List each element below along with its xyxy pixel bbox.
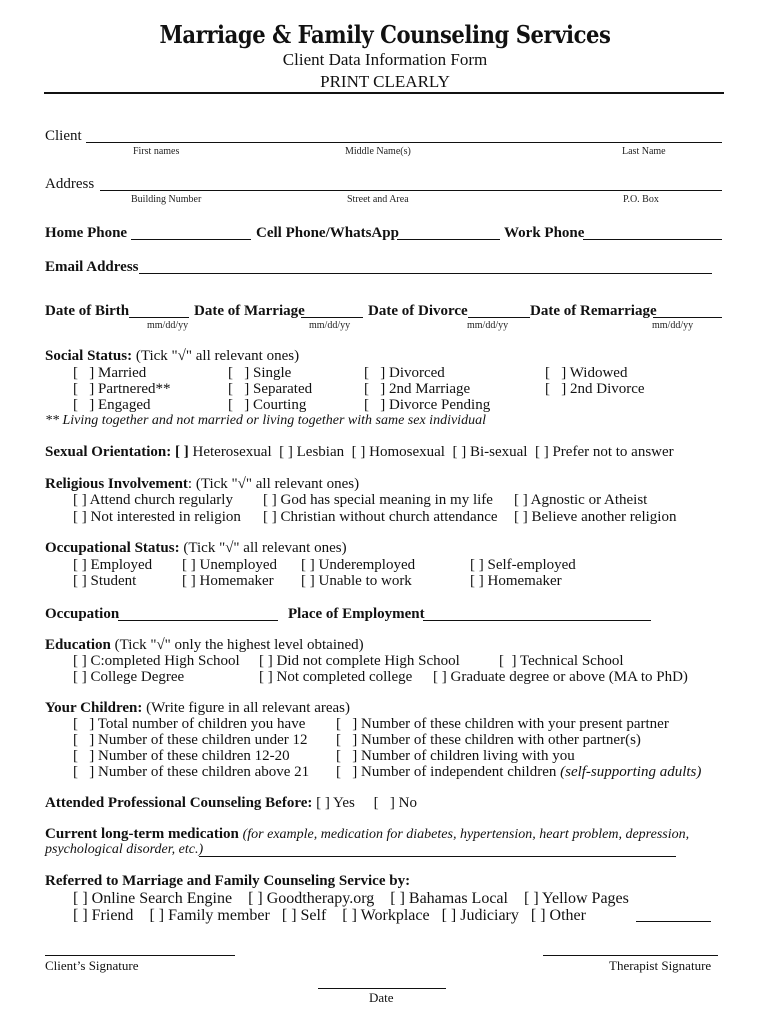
- dob-format: mm/dd/yy: [147, 320, 189, 331]
- social-divorce-pending-option[interactable]: [ ] Divorce Pending: [364, 397, 491, 413]
- sexual-homosexual-option[interactable]: [ ] Homosexual: [351, 444, 445, 460]
- children-total-field[interactable]: [ ] Total number of children you have: [73, 716, 306, 732]
- edu-college-option[interactable]: [ ] College Degree: [73, 669, 185, 685]
- form-title: Marriage & Family Counseling Services: [159, 20, 611, 49]
- remarriage-date-label: Date of Remarriage: [530, 303, 657, 319]
- children-under-12-field[interactable]: [ ] Number of these children under 12: [73, 732, 308, 748]
- edu-high-school-option[interactable]: [ ] C:ompleted High School: [73, 653, 240, 669]
- social-single-option[interactable]: [ ] Single: [228, 365, 292, 381]
- children-above-21-field[interactable]: [ ] Number of these children above 21: [73, 764, 310, 780]
- social-status-instruction: (Tick "√" all relevant ones): [135, 348, 300, 364]
- home-phone-label: Home Phone: [45, 225, 128, 241]
- ref-bahamas-local-option[interactable]: [ ] Bahamas Local: [390, 890, 508, 907]
- children-independent-note: (self-supporting adults): [560, 764, 702, 780]
- religious-instruction: : (Tick "√" all relevant ones): [187, 476, 360, 492]
- sexual-hetero-option[interactable]: [ ] Heterosexual: [175, 444, 272, 460]
- medication-example-2: psychological disorder, etc.): [45, 842, 204, 857]
- therapist-signature-caption: Therapist Signature: [609, 958, 712, 973]
- sexual-orientation-label: Sexual Orientation:: [45, 444, 172, 460]
- education-label: Education: [45, 637, 111, 653]
- edu-graduate-option[interactable]: [ ] Graduate degree or above (MA to PhD): [433, 669, 688, 685]
- client-signature-field[interactable]: [45, 955, 235, 956]
- sexual-lesbian-option[interactable]: [ ] Lesbian: [279, 444, 345, 460]
- referred-row-1: [73, 890, 629, 908]
- marriage-date-format: mm/dd/yy: [309, 320, 351, 331]
- address-label: Address: [45, 176, 95, 192]
- date-caption: Date: [369, 990, 394, 1005]
- education-instruction: (Tick "√" only the highest level obtained): [114, 637, 364, 653]
- po-box-caption: P.O. Box: [623, 194, 659, 205]
- religious-attend-option[interactable]: [ ] Attend church regularly: [73, 492, 233, 508]
- occupation-label: Occupation: [45, 606, 120, 622]
- ref-other-field[interactable]: [636, 921, 711, 922]
- referred-row-2: [73, 907, 586, 925]
- occ-homemaker-option[interactable]: [ ] Homemaker: [182, 573, 274, 589]
- print-clearly-note: PRINT CLEARLY: [320, 72, 450, 91]
- children-living-with-you-field[interactable]: [ ] Number of children living with you: [336, 748, 575, 764]
- ref-friend-option[interactable]: [ ] Friend: [73, 907, 134, 924]
- middle-name-caption: Middle Name(s): [345, 146, 411, 157]
- client-name-field[interactable]: [86, 142, 722, 143]
- divorce-date-label: Date of Divorce: [368, 303, 468, 319]
- therapist-signature-field[interactable]: [543, 955, 718, 956]
- date-field[interactable]: [318, 988, 446, 989]
- client-label: Client: [45, 128, 82, 144]
- occ-unable-option[interactable]: [ ] Unable to work: [301, 573, 412, 589]
- cell-phone-label: Cell Phone/WhatsApp: [256, 225, 399, 241]
- occ-self-employed-option[interactable]: [ ] Self-employed: [470, 557, 576, 573]
- religious-not-interested-option[interactable]: [ ] Not interested in religion: [73, 509, 241, 525]
- social-partnered-option[interactable]: [ ] Partnered**: [73, 381, 171, 397]
- edu-not-completed-college-option[interactable]: [ ] Not completed college: [259, 669, 413, 685]
- building-number-caption: Building Number: [131, 194, 202, 205]
- remarriage-date-field[interactable]: [653, 317, 722, 318]
- sexual-orientation-row: [45, 444, 674, 461]
- occ-underemployed-option[interactable]: [ ] Underemployed: [301, 557, 416, 573]
- ref-other-option[interactable]: [ ] Other: [530, 907, 586, 924]
- occupational-instruction: (Tick "√" all relevant ones): [183, 540, 347, 556]
- social-2nd-divorce-option[interactable]: [ ] 2nd Divorce: [545, 381, 645, 397]
- ref-yellow-pages-option[interactable]: [ ] Yellow Pages: [523, 890, 629, 907]
- occ-employed-option[interactable]: [ ] Employed: [73, 557, 153, 573]
- ref-workplace-option[interactable]: [ ] Workplace: [342, 907, 430, 924]
- medication-example: (for example, medication for diabetes, hypertension, heart problem, depression,: [242, 827, 690, 842]
- religious-god-meaning-option[interactable]: [ ] God has special meaning in my life: [263, 492, 493, 508]
- religious-label: Religious Involvement: [45, 476, 188, 492]
- ref-self-option[interactable]: [ ] Self: [281, 907, 327, 924]
- form-subtitle: Client Data Information Form: [282, 50, 488, 69]
- religious-another-option[interactable]: [ ] Believe another religion: [514, 509, 677, 525]
- dob-field[interactable]: [129, 317, 189, 318]
- cell-phone-field[interactable]: [397, 239, 500, 240]
- children-label: Your Children:: [45, 700, 143, 716]
- remarriage-date-format: mm/dd/yy: [652, 320, 694, 331]
- social-divorced-option[interactable]: [ ] Divorced: [364, 365, 445, 381]
- ref-family-option[interactable]: [ ] Family member: [149, 907, 270, 924]
- medication-field[interactable]: [199, 856, 676, 857]
- work-phone-field[interactable]: [583, 239, 722, 240]
- social-widowed-option[interactable]: [ ] Widowed: [545, 365, 628, 381]
- employment-label: Place of Employment: [288, 606, 425, 622]
- header-rule: [44, 92, 724, 94]
- home-phone-field[interactable]: [131, 239, 251, 240]
- religious-christian-no-attendance-option[interactable]: [ ] Christian without church attendance: [263, 509, 498, 525]
- email-label: Email Address: [45, 259, 139, 275]
- ref-judiciary-option[interactable]: [ ] Judiciary: [441, 907, 519, 924]
- edu-no-high-school-option[interactable]: [ ] Did not complete High School: [259, 653, 460, 669]
- children-instruction: (Write figure in all relevant areas): [146, 700, 351, 716]
- dob-label: Date of Birth: [45, 303, 130, 319]
- marriage-date-label: Date of Marriage: [194, 303, 305, 319]
- edu-technical-option[interactable]: [ ] Technical School: [499, 653, 624, 669]
- occ-student-option[interactable]: [ ] Student: [73, 573, 137, 589]
- occupation-field[interactable]: [118, 620, 278, 621]
- attended-yes-option[interactable]: [ ] Yes: [316, 795, 355, 811]
- social-status-note: ** Living together and not married or living together with same sex individual: [45, 413, 486, 428]
- street-area-caption: Street and Area: [347, 194, 409, 205]
- marriage-date-field[interactable]: [301, 317, 363, 318]
- children-independent-field[interactable]: [ ] Number of independent children (self-supporting adults): [336, 764, 702, 780]
- medication-label: Current long-term medication: [45, 826, 239, 842]
- social-status-label: Social Status:: [45, 348, 133, 364]
- religious-agnostic-option[interactable]: [ ] Agnostic or Atheist: [514, 492, 648, 508]
- ref-goodtherapy-option[interactable]: [ ] Goodtherapy.org: [248, 890, 375, 907]
- divorce-date-field[interactable]: [468, 317, 530, 318]
- work-phone-label: Work Phone: [504, 225, 585, 241]
- attended-counseling-label: Attended Professional Counseling Before:: [45, 795, 313, 811]
- social-2nd-marriage-option[interactable]: [ ] 2nd Marriage: [364, 381, 471, 397]
- attended-counseling-row: [45, 795, 417, 812]
- divorce-date-format: mm/dd/yy: [467, 320, 509, 331]
- occ-unemployed-option[interactable]: [ ] Unemployed: [182, 557, 277, 573]
- attended-no-option[interactable]: [ ] No: [373, 795, 417, 811]
- social-engaged-option[interactable]: [ ] Engaged: [73, 397, 151, 413]
- children-other-partner-field[interactable]: [ ] Number of these children with other partner(s): [336, 732, 641, 748]
- client-signature-caption: Client’s Signature: [45, 958, 139, 973]
- sexual-bisexual-option[interactable]: [ ] Bi-sexual: [452, 444, 528, 460]
- ref-online-search-option[interactable]: [ ] Online Search Engine: [73, 890, 233, 907]
- social-married-option[interactable]: [ ] Married: [73, 365, 147, 381]
- first-names-caption: First names: [133, 146, 180, 157]
- occupational-label: Occupational Status:: [45, 540, 180, 556]
- occ-homemaker-2-option[interactable]: [ ] Homemaker: [470, 573, 562, 589]
- social-courting-option[interactable]: [ ] Courting: [228, 397, 307, 413]
- last-name-caption: Last Name: [622, 146, 666, 157]
- address-field[interactable]: [100, 190, 722, 191]
- referred-label: Referred to Marriage and Family Counseling Service by:: [45, 873, 411, 889]
- children-present-partner-field[interactable]: [ ] Number of these children with your present partner: [336, 716, 669, 732]
- sexual-prefer-not-option[interactable]: [ ] Prefer not to answer: [534, 444, 674, 460]
- social-separated-option[interactable]: [ ] Separated: [228, 381, 313, 397]
- children-12-20-field[interactable]: [ ] Number of these children 12-20: [73, 748, 290, 764]
- employment-field[interactable]: [423, 620, 651, 621]
- email-field[interactable]: [139, 273, 712, 274]
